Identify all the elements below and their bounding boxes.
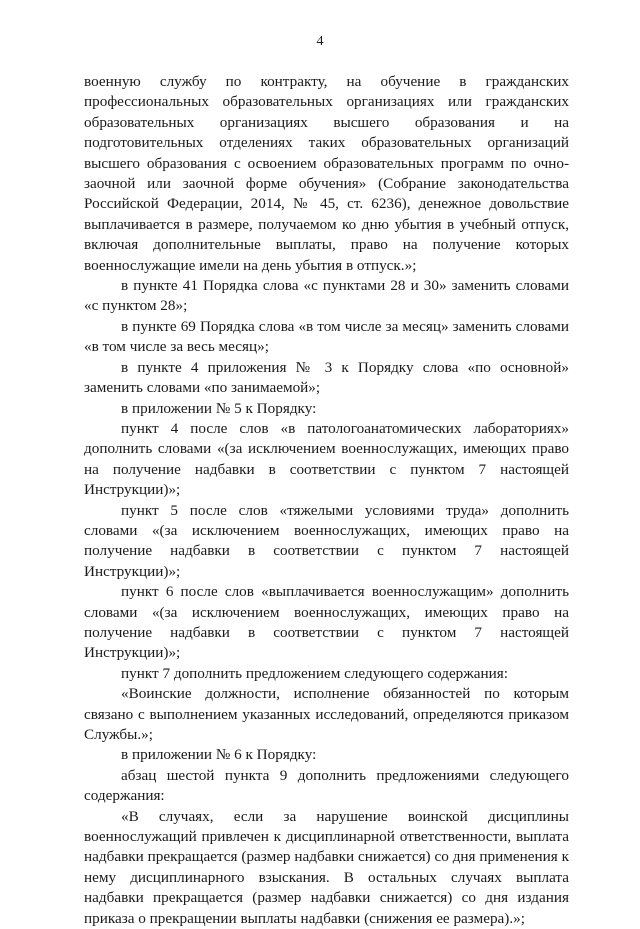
paragraph-point-9: абзац шестой пункта 9 дополнить предложениями следующего содержания:	[84, 766, 569, 805]
paragraph-point-6: пункт 6 после слов «выплачивается военнослужащим» дополнить словами «(за исключением военнослужащих, имеющих право на получение надбавки в соответствии с пунктом 7 настоящей Инструкции)»;	[84, 583, 569, 662]
paragraph-point-9-quote: «В случаях, если за нарушение воинской дисциплины военнослужащий привлечен к дисциплинарной ответственности, выплата надбавки прекращается (размер надбавки снижается) со дня применения к нему дисциплинарного взыскания. В остальных случаях выплата надбавки прекращается (размер надбавки снижается) со дня издания приказа о прекращении выплаты надбавки (снижения ее размера).»;	[84, 807, 569, 927]
paragraph-item-69: в пункте 69 Порядка слова «в том числе за месяц» заменить словами «в том числе за весь месяц»;	[84, 317, 569, 356]
paragraph-appendix-5-heading: в приложении № 5 к Порядку:	[121, 399, 317, 417]
paragraph-point-7: пункт 7 дополнить предложением следующего содержания:	[121, 664, 508, 682]
paragraph-continuation: военную службу по контракту, на обучение в гражданских профессиональных образовательных организациях или гражданских образовательных организациях высшего образования и на подготовительных отделениях таких образовательных организаций высшего образования с освоением образовательных программ по очно-заочной или заочной форме обучения» (Собрание законодательства Российской Федерации, 2014, № 45, ст. 6236), денежное довольствие выплачивается в размере, получаемом ко дню убытия в учебный отпуск, включая дополнительные выплаты, право на получение которых военнослужащие имели на день убытия в отпуск.»;	[84, 73, 569, 274]
document-body	[84, 72, 569, 929]
paragraph-point-5: пункт 5 после слов «тяжелыми условиями труда» дополнить словами «(за исключением военнослужащих, имеющих право на получение надбавки в соответствии с пунктом 7 настоящей Инструкции)»;	[84, 501, 569, 580]
paragraph-appendix-3: в пункте 4 приложения № 3 к Порядку слова «по основной» заменить словами «по занимаемой»;	[84, 358, 569, 397]
page-number: 4	[316, 34, 324, 49]
paragraph-item-41: в пункте 41 Порядка слова «с пунктами 28 и 30» заменить словами «с пунктом 28»;	[84, 277, 569, 315]
paragraph-point-7-quote: «Воинские должности, исполнение обязанностей по которым связано с выполнением указанных исследований, определяются приказом Службы.»;	[84, 685, 569, 743]
paragraph-appendix-6-heading: в приложении № 6 к Порядку:	[121, 746, 317, 764]
paragraph-point-4: пункт 4 после слов «в патологоанатомических лабораториях» дополнить словами «(за исключением военнослужащих, имеющих право на получение надбавки в соответствии с пунктом 7 настоящей Инструкции)»;	[84, 419, 569, 499]
